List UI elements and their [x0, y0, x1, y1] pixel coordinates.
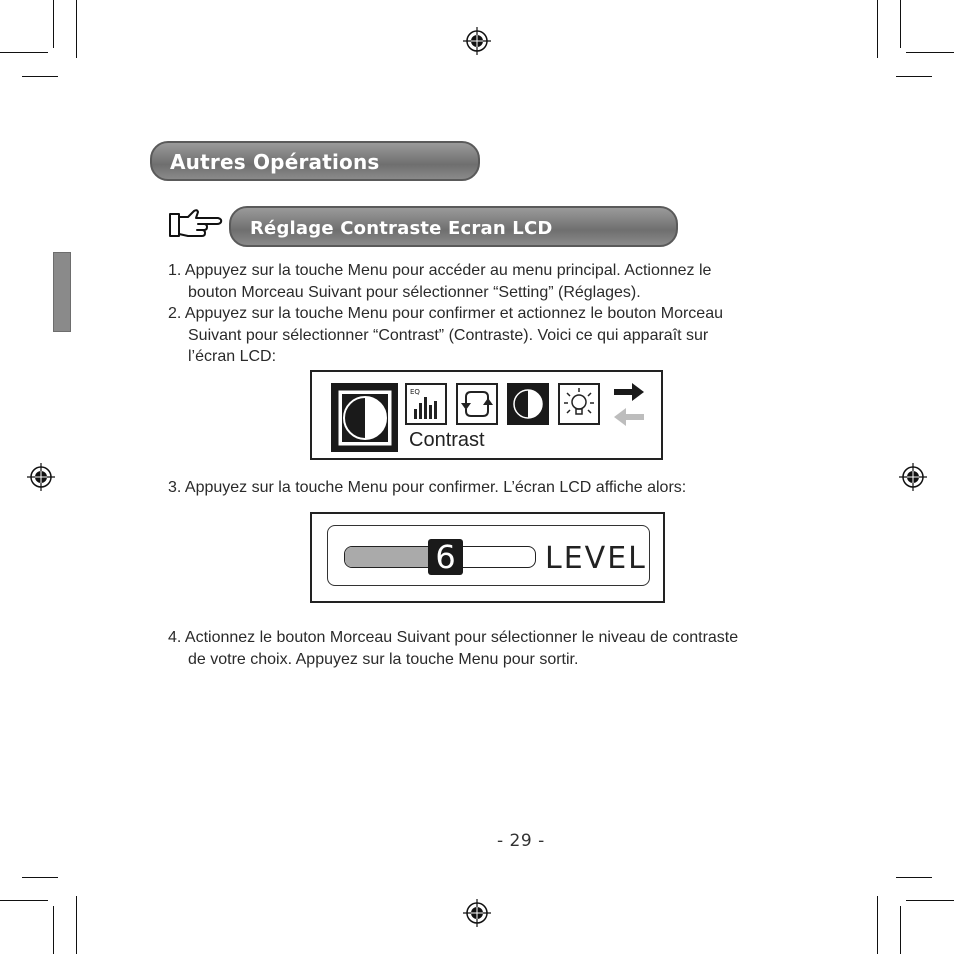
pointing-hand-icon: [168, 208, 224, 242]
crop-mark: [900, 906, 901, 954]
step-line: 4. Actionnez le bouton Morceau Suivant pour sélectionner le niveau de contraste: [168, 629, 739, 646]
lcd-menu-label: Contrast: [409, 429, 485, 451]
section-title: Autres Opérations: [170, 150, 380, 174]
subsection-title-pill: [229, 206, 678, 247]
backlight-icon: [558, 383, 600, 425]
step-line: 1. Appuyez sur la touche Menu pour accéder au menu principal. Actionnez le: [168, 262, 712, 279]
level-word: LEVEL: [545, 541, 647, 576]
crop-mark: [0, 900, 48, 901]
crop-mark: [906, 52, 954, 53]
registration-mark-icon: [27, 463, 55, 491]
contrast-icon: [338, 390, 392, 446]
side-thumb-tab: [53, 252, 71, 332]
crop-mark: [53, 0, 54, 48]
crop-mark: [906, 900, 954, 901]
page-number: - 29 -: [497, 831, 545, 851]
subsection-title: Réglage Contraste Ecran LCD: [250, 218, 553, 239]
crop-mark: [877, 0, 878, 58]
eq-icon: [405, 383, 447, 425]
registration-mark-icon: [899, 463, 927, 491]
arrow-right-icon: [612, 382, 646, 402]
repeat-icon: [456, 383, 498, 425]
step-line: l’écran LCD:: [188, 348, 277, 365]
step-1: [168, 260, 711, 303]
crop-mark: [900, 0, 901, 48]
registration-mark-icon: [463, 27, 491, 55]
crop-mark: [896, 877, 932, 878]
contrast-icon: [507, 383, 549, 425]
crop-mark: [76, 896, 77, 954]
step-line: bouton Morceau Suivant pour sélectionner “Setting” (Réglages).: [188, 283, 641, 301]
crop-mark: [76, 0, 77, 58]
step-3: [168, 477, 686, 499]
registration-mark-icon: [463, 899, 491, 927]
crop-mark: [0, 52, 48, 53]
section-title-pill: [150, 141, 480, 181]
crop-mark: [22, 76, 58, 77]
crop-mark: [53, 906, 54, 954]
step-line: de votre choix. Appuyez sur la touche Menu pour sortir.: [188, 650, 579, 668]
arrow-left-icon: [612, 407, 646, 427]
step-line: 2. Appuyez sur la touche Menu pour confirmer et actionnez le bouton Morceau: [168, 305, 723, 322]
step-line: Suivant pour sélectionner “Contrast” (Contraste). Voici ce qui apparaît sur: [188, 326, 709, 344]
eq-label: EQ: [410, 388, 420, 396]
step-2: [168, 303, 723, 368]
crop-mark: [896, 76, 932, 77]
level-bar-fill: [345, 547, 440, 567]
crop-mark: [22, 877, 58, 878]
level-value: 6: [428, 539, 463, 575]
crop-mark: [877, 896, 878, 954]
step-4: [168, 627, 738, 670]
step-line: 3. Appuyez sur la touche Menu pour confirmer. L’écran LCD affiche alors:: [168, 479, 687, 496]
